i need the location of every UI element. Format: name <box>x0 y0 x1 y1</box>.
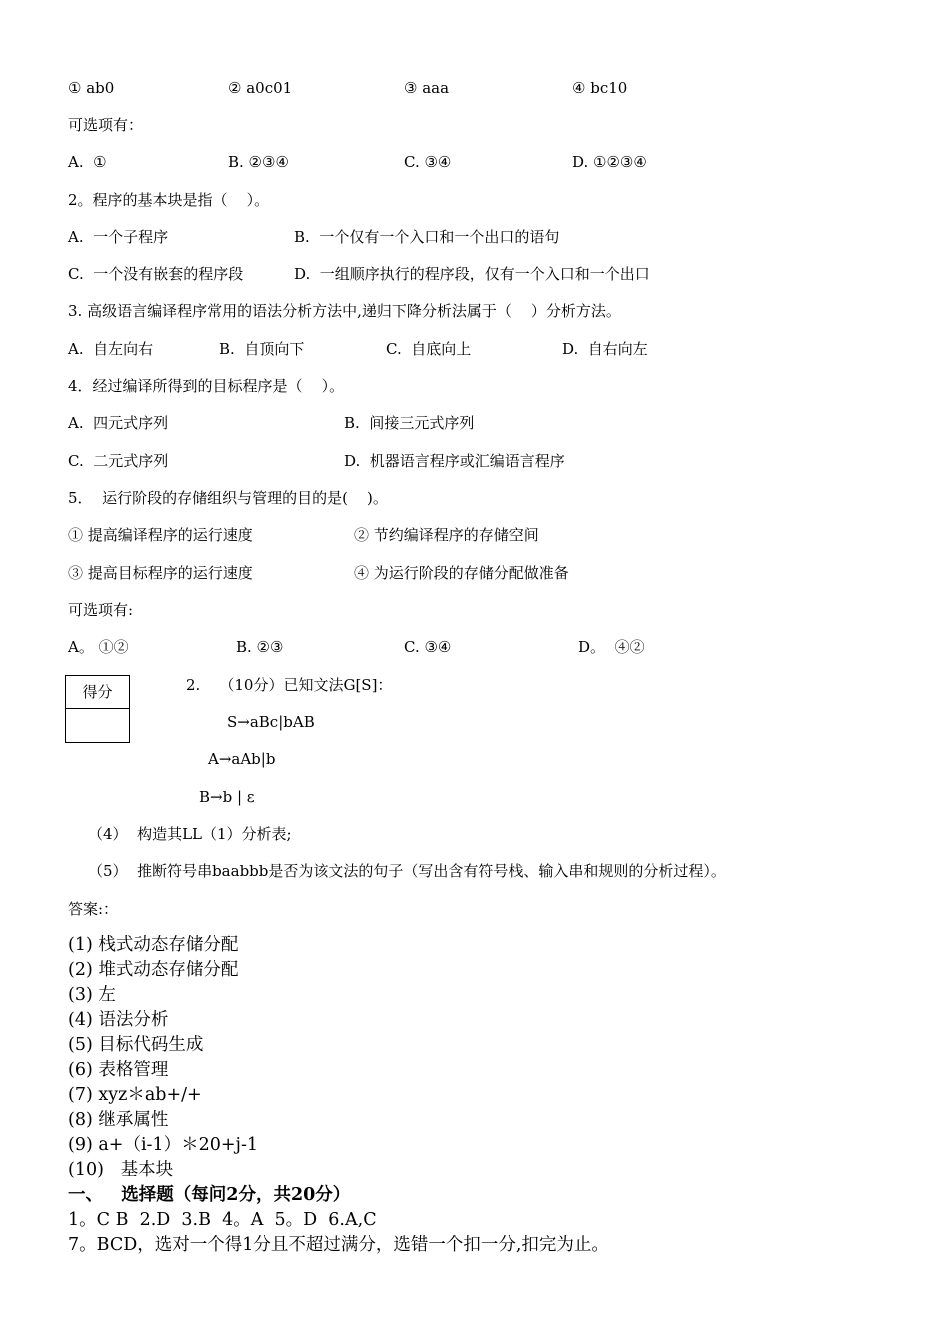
q3-option-c: C. 自底向上 <box>386 340 472 358</box>
problem-2-part-4: （4） 构造其LL（1）分析表; <box>88 825 292 843</box>
q2-option-c: C. 一个没有嵌套的程序段 <box>68 265 244 283</box>
section-heading: 一、 选择题（每问2分，共20分） <box>68 1185 351 1205</box>
answer-5: (5) 目标代码生成 <box>68 1035 204 1055</box>
q4-option-c: C. 二元式序列 <box>68 452 169 470</box>
q2-stem: 2。程序的基本块是指（ ）。 <box>68 191 270 209</box>
answer-1: (1) 栈式动态存储分配 <box>68 935 239 955</box>
q4-stem: 4．经过编译所得到的目标程序是（ ）。 <box>68 377 345 395</box>
q2-option-b: B. 一个仅有一个入口和一个出口的语句 <box>294 228 560 246</box>
q1-option-1: ① ab0 <box>68 79 115 97</box>
problem-2-title: 2. （10分）已知文法G[S]： <box>186 676 393 694</box>
q1-choice-c: C. ③④ <box>404 153 452 171</box>
q3-option-b: B. 自顶向下 <box>219 340 305 358</box>
q3-option-d: D. 自右向左 <box>562 340 648 358</box>
q2-option-a: A. 一个子程序 <box>68 228 169 246</box>
q1-option-3: ③ aaa <box>404 79 450 97</box>
q5-item-4: ④ 为运行阶段的存储分配做准备 <box>354 564 569 582</box>
q1-choice-b: B. ②③④ <box>228 153 289 171</box>
q1-choice-d: D. ①②③④ <box>572 153 647 171</box>
q5-choice-b: B. ②③ <box>236 638 284 656</box>
answer-7: (7) xyz＊ab+/+ <box>68 1085 202 1105</box>
score-box <box>65 675 130 743</box>
q2-option-d: D. 一组顺序执行的程序段，仅有一个入口和一个出口 <box>294 265 650 283</box>
q4-option-d: D. 机器语言程序或汇编语言程序 <box>344 452 565 470</box>
grammar-rule-a: A→aAb|b <box>208 750 276 768</box>
answer-label: 答案:： <box>68 900 119 918</box>
grammar-rule-b: B→b | ε <box>199 788 255 806</box>
mc-answers-line-1: 1。C B 2.D 3.B 4。A 5。D 6.A,C <box>68 1210 377 1230</box>
q5-choices-label: 可选项有: <box>68 601 134 619</box>
q5-choice-d: D。 ④② <box>578 638 645 656</box>
q5-choice-a: A。 ①② <box>68 638 129 656</box>
answer-6: (6) 表格管理 <box>68 1060 169 1080</box>
q3-stem: 3. 高级语言编译程序常用的语法分析方法中,递归下降分析法属于（ ）分析方法。 <box>68 302 621 320</box>
q1-option-4: ④ bc10 <box>572 79 628 97</box>
q5-item-1: ① 提高编译程序的运行速度 <box>68 526 253 544</box>
q1-choice-a: A. ① <box>68 153 107 171</box>
answer-10: (10) 基本块 <box>68 1160 174 1180</box>
q3-option-a: A. 自左向右 <box>68 340 154 358</box>
q5-item-2: ② 节约编译程序的存储空间 <box>354 526 539 544</box>
answer-3: (3) 左 <box>68 985 116 1005</box>
q4-option-a: A. 四元式序列 <box>68 414 169 432</box>
q1-choices-label: 可选项有： <box>68 116 144 134</box>
q5-choice-c: C. ③④ <box>404 638 452 656</box>
answer-8: (8) 继承属性 <box>68 1110 169 1130</box>
q5-item-3: ③ 提高目标程序的运行速度 <box>68 564 253 582</box>
problem-2-part-5: （5） 推断符号串baabbb是否为该文法的句子（写出含有符号栈、输入串和规则的分析过程）。 <box>88 862 726 880</box>
q5-stem: 5． 运行阶段的存储组织与管理的目的是( )。 <box>68 489 388 507</box>
q1-option-2: ② a0c01 <box>228 79 293 97</box>
grammar-rule-s: S→aBc|bAB <box>227 713 315 731</box>
answer-2: (2) 堆式动态存储分配 <box>68 960 239 980</box>
answer-4: (4) 语法分析 <box>68 1010 169 1030</box>
score-label: 得分 <box>66 676 129 709</box>
mc-answers-line-2: 7。BCD，选对一个得1分且不超过满分，选错一个扣一分,扣完为止。 <box>68 1235 609 1255</box>
q4-option-b: B. 间接三元式序列 <box>344 414 475 432</box>
answer-9: (9) a+（i-1）＊20+j-1 <box>68 1135 258 1155</box>
